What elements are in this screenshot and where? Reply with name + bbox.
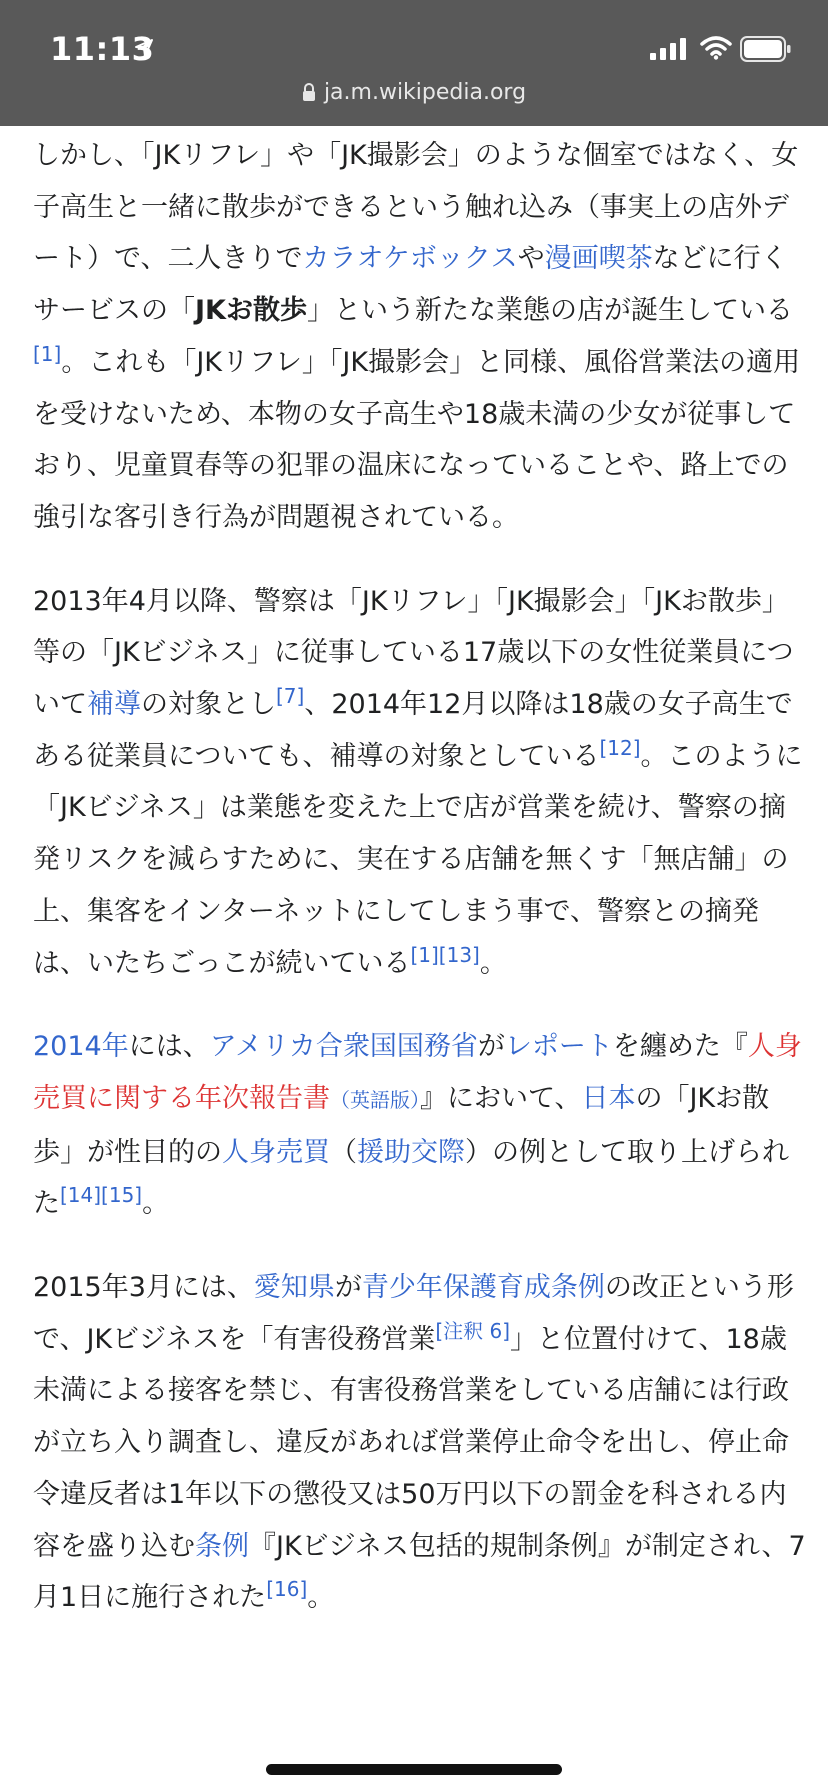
link-japan[interactable]: 日本 <box>581 1082 636 1114</box>
footnote-link[interactable]: [注釈 6] <box>435 1318 511 1343</box>
text: 。これも「JKリフレ」「JK撮影会」と同様、風俗営業法の適用を受けないため、本物の女子高生や18歳未満の少女が従事しており、児童買春等の犯罪の温床になっていることや、路上での強引な客引き行為が問題視されている。 <box>33 346 801 533</box>
link-manga-kissa[interactable]: 漫画喫茶 <box>544 243 653 275</box>
paragraph-2015-aichi <box>33 1262 808 1624</box>
text: や <box>517 243 545 275</box>
text: 。 <box>479 947 507 979</box>
citation-link[interactable]: [1][13] <box>410 942 480 967</box>
article-body <box>33 130 808 1656</box>
text: などに行くサービスの「 <box>33 243 788 327</box>
link-karaoke-box[interactable]: カラオケボックス <box>302 243 518 275</box>
link-youth-ordinance[interactable]: 青少年保護育成条例 <box>361 1272 605 1304</box>
text: 』において、 <box>420 1082 582 1114</box>
text: 」という新たな業態の店が誕生している <box>306 295 793 327</box>
url-bar[interactable] <box>0 80 828 105</box>
paragraph-jk-osanpo <box>33 130 808 544</box>
text: の改正という形で、JKビジネスを「有害役務営業 <box>33 1272 794 1355</box>
text: を纏めた『 <box>612 1031 748 1063</box>
citation-link[interactable]: [1] <box>33 341 62 366</box>
battery-icon <box>740 36 792 62</box>
text: 。 <box>142 1188 170 1220</box>
link-us-state-dept[interactable]: アメリカ合衆国国務省 <box>209 1031 478 1063</box>
location-arrow-icon <box>134 38 154 58</box>
text: 、2014年12月以降は18歳の女子高生である従業員についても、補導の対象としている <box>33 689 793 772</box>
text: 『JKビジネス包括的規制条例』が制定され、7月1日に施行された <box>33 1530 806 1614</box>
text: 」と位置付けて、18歳未満による接客を禁じ、有害役務営業をしている店舗には行政が立ち入り調査し、違反があれば営業停止命令を出し、停止命令違反者は1年以下の懲役又は50万円以下の罰金を科される内容を盛り込む <box>33 1323 789 1562</box>
link-2014[interactable]: 2014年 <box>33 1031 129 1063</box>
text: 。このように「JKビジネス」は業態を変えた上で店が営業を続け、警察の摘発リスクを減らすために、実在する店舗を無くす「無店舗」の上、集客をインターネットにしてしまう事で、警察との摘発は、いたちごっこが続いている <box>33 740 803 979</box>
text: が <box>477 1031 505 1063</box>
cellular-signal-icon <box>650 38 688 60</box>
citation-link[interactable]: [14][15] <box>60 1183 143 1208</box>
text: ）の例として取り上げられた <box>33 1136 789 1220</box>
text: 2013年4月以降、警察は「JKリフレ」「JK撮影会」「JKお散歩」等の「JKビジネス」に従事している17歳以下の女性従業員について <box>33 585 794 721</box>
text: の「JKお散歩」が性目的の <box>33 1082 770 1168</box>
link-aichi[interactable]: 愛知県 <box>253 1272 335 1304</box>
link-hodo[interactable]: 補導 <box>87 689 141 721</box>
wifi-icon <box>700 36 732 60</box>
redlink-trafficking-report[interactable]: 人身売買に関する年次報告書 <box>33 1031 802 1114</box>
citation-link[interactable]: [7] <box>276 684 305 709</box>
paragraph-police <box>33 576 808 990</box>
bold-term: JKお散歩 <box>195 295 307 327</box>
status-bar <box>0 0 828 126</box>
home-indicator[interactable] <box>266 1764 562 1775</box>
citation-link[interactable]: [12] <box>599 735 641 760</box>
clock: 11:13 <box>50 30 155 68</box>
text: には、 <box>128 1031 210 1063</box>
text: が <box>334 1272 362 1304</box>
url-text: ja.m.wikipedia.org <box>323 80 527 105</box>
text: 2015年3月には、 <box>33 1272 254 1304</box>
text: の対象とし <box>141 689 276 721</box>
link-report[interactable]: レポート <box>504 1031 613 1063</box>
citation-link[interactable]: [16] <box>266 1577 308 1602</box>
text: 。 <box>307 1582 335 1614</box>
paragraph-2014-report <box>33 1021 808 1230</box>
link-human-trafficking[interactable]: 人身売買 <box>222 1136 330 1168</box>
link-enjo-kosai[interactable]: 援助交際 <box>357 1136 465 1168</box>
lock-icon <box>302 83 316 101</box>
link-jorei[interactable]: 条例 <box>195 1530 249 1562</box>
text: しかし、「JKリフレ」や「JK撮影会」のような個室ではなく、女子高生と一緒に散歩ができるという触れ込み（事実上の店外デート）で、二人きりで <box>33 140 799 275</box>
link-english-version[interactable]: （英語版） <box>330 1087 420 1112</box>
text: （ <box>330 1136 357 1168</box>
